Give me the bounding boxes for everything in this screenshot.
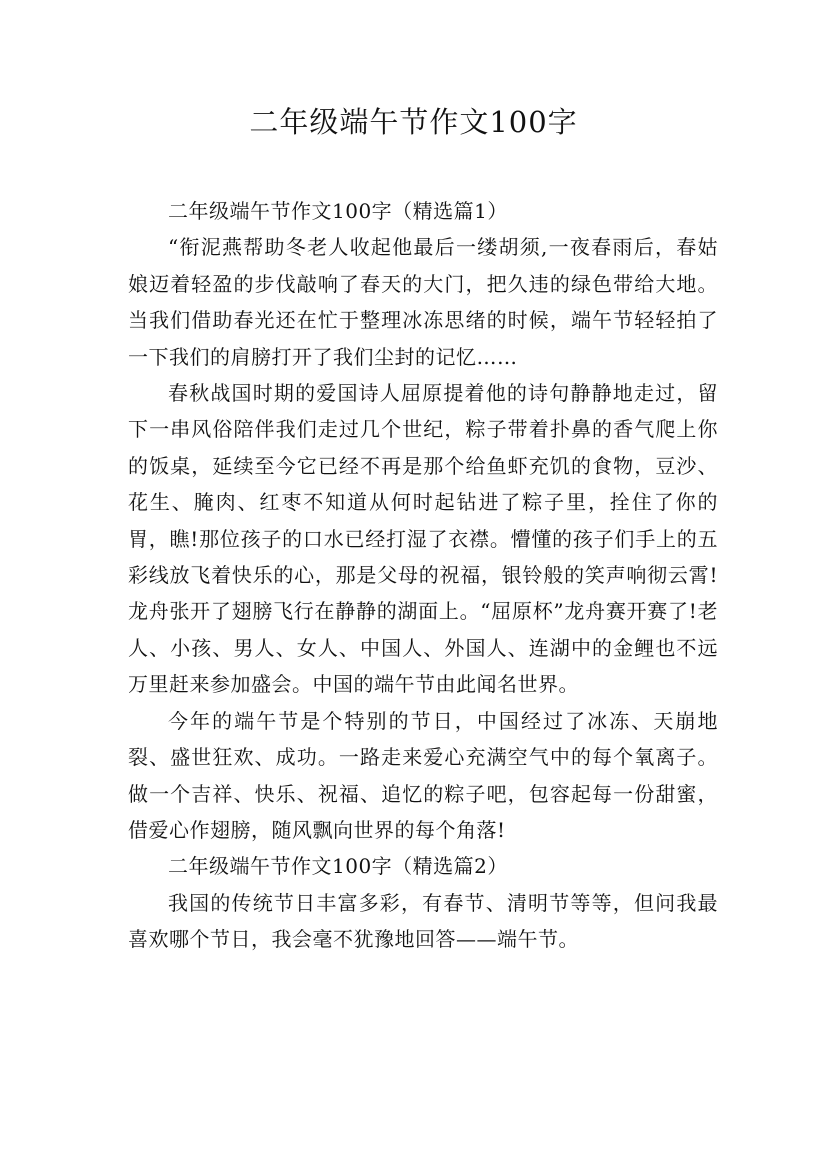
paragraph-1-2: 春秋战国时期的爱国诗人屈原提着他的诗句静静地走过，留下一串风俗陪伴我们走过几个世纪，粽子带着扑鼻的香气爬上你的饭桌，延续至今它已经不再是那个给鱼虾充饥的食物，豆沙、花生、腌肉、红枣不知道从何时起钻进了粽子里，拴住了你的胃，瞧!那位孩子的口水已经打湿了衣襟。懵懂的孩子们手上的五彩线放飞着快乐的心，那是父母的祝福，银铃般的笑声响彻云霄!龙舟张开了翅膀飞行在静静的湖面上。“屈原杯”龙舟赛开赛了!老人、小孩、男人、女人、中国人、外国人、连湖中的金鲤也不远万里赶来参加盛会。中国的端午节由此闻名世界。: [128, 381, 718, 697]
document-title: 二年级端午节作文100字: [249, 105, 578, 139]
section-heading-2: 二年级端午节作文100字（精选篇2）: [168, 854, 508, 879]
document-body: [128, 193, 718, 958]
section-heading-1: 二年级端午节作文100字（精选篇1）: [168, 199, 508, 223]
paragraph-1-1: “衔泥燕帮助冬老人收起他最后一缕胡须,一夜春雨后，春姑娘迈着轻盈的步伐敲响了春天的大门，把久违的绿色带给大地。当我们借助春光还在忙于整理冰冻思绪的时候，端午节轻轻拍了一下我们的肩膀打开了我们尘封的记忆……: [128, 235, 718, 369]
paragraph-1-3: 今年的端午节是个特别的节日，中国经过了冰冻、天崩地裂、盛世狂欢、成功。一路走来爱心充满空气中的每个氧离子。做一个吉祥、快乐、祝福、追忆的粽子吧，包容起每一份甜蜜，借爱心作翅膀，随风飘向世界的每个角落!: [128, 708, 718, 842]
paragraph-2-1: 我国的传统节日丰富多彩，有春节、清明节等等，但问我最喜欢哪个节日，我会毫不犹豫地回答——端午节。: [128, 890, 718, 952]
